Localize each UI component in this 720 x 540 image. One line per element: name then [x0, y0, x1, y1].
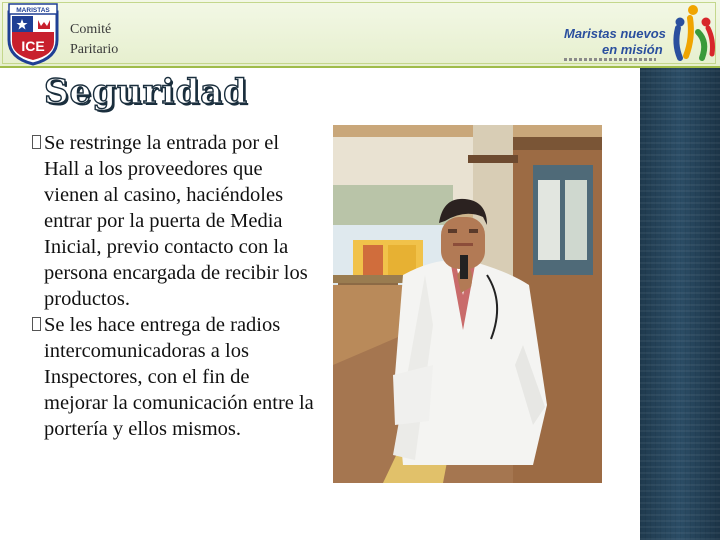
- staff-photo: [333, 125, 602, 483]
- school-shield-icon: [6, 2, 60, 66]
- slide-body: [44, 130, 314, 442]
- bullet-box-icon: [32, 135, 41, 149]
- logo-text: MARISTAS: [16, 7, 50, 14]
- paragraph-2: [44, 312, 314, 442]
- slide-header: [0, 0, 720, 68]
- paragraph-1-text: Se restringe la entrada por el Hall a los proveedores que vienen al casino, haciéndoles entrar por la puerta de Media Inicial, previo contacto con la persona encargada de recibir los productos.: [44, 132, 308, 310]
- svg-text:ICE: ICE: [21, 38, 45, 54]
- brand-line2: en misión: [602, 42, 663, 57]
- paragraph-2-text: Se les hace entrega de radios intercomunicadoras a los Inspectores, con el fin de mejorar la comunicación entre la portería y ellos mismos.: [44, 314, 314, 440]
- brand-tagline-graphic: [564, 58, 656, 61]
- paragraph-1: [44, 130, 314, 312]
- committee-line1: Comité: [70, 22, 112, 37]
- people-logo-icon: [668, 4, 718, 62]
- bullet-box-icon: [32, 317, 41, 331]
- side-decoration-bar: [640, 68, 720, 540]
- brand-logo: [558, 4, 718, 64]
- brand-line1: Maristas nuevos: [564, 26, 666, 41]
- committee-line2: Paritario: [70, 42, 119, 57]
- slide-title: Seguridad: [44, 72, 249, 112]
- committee-label: [70, 20, 118, 60]
